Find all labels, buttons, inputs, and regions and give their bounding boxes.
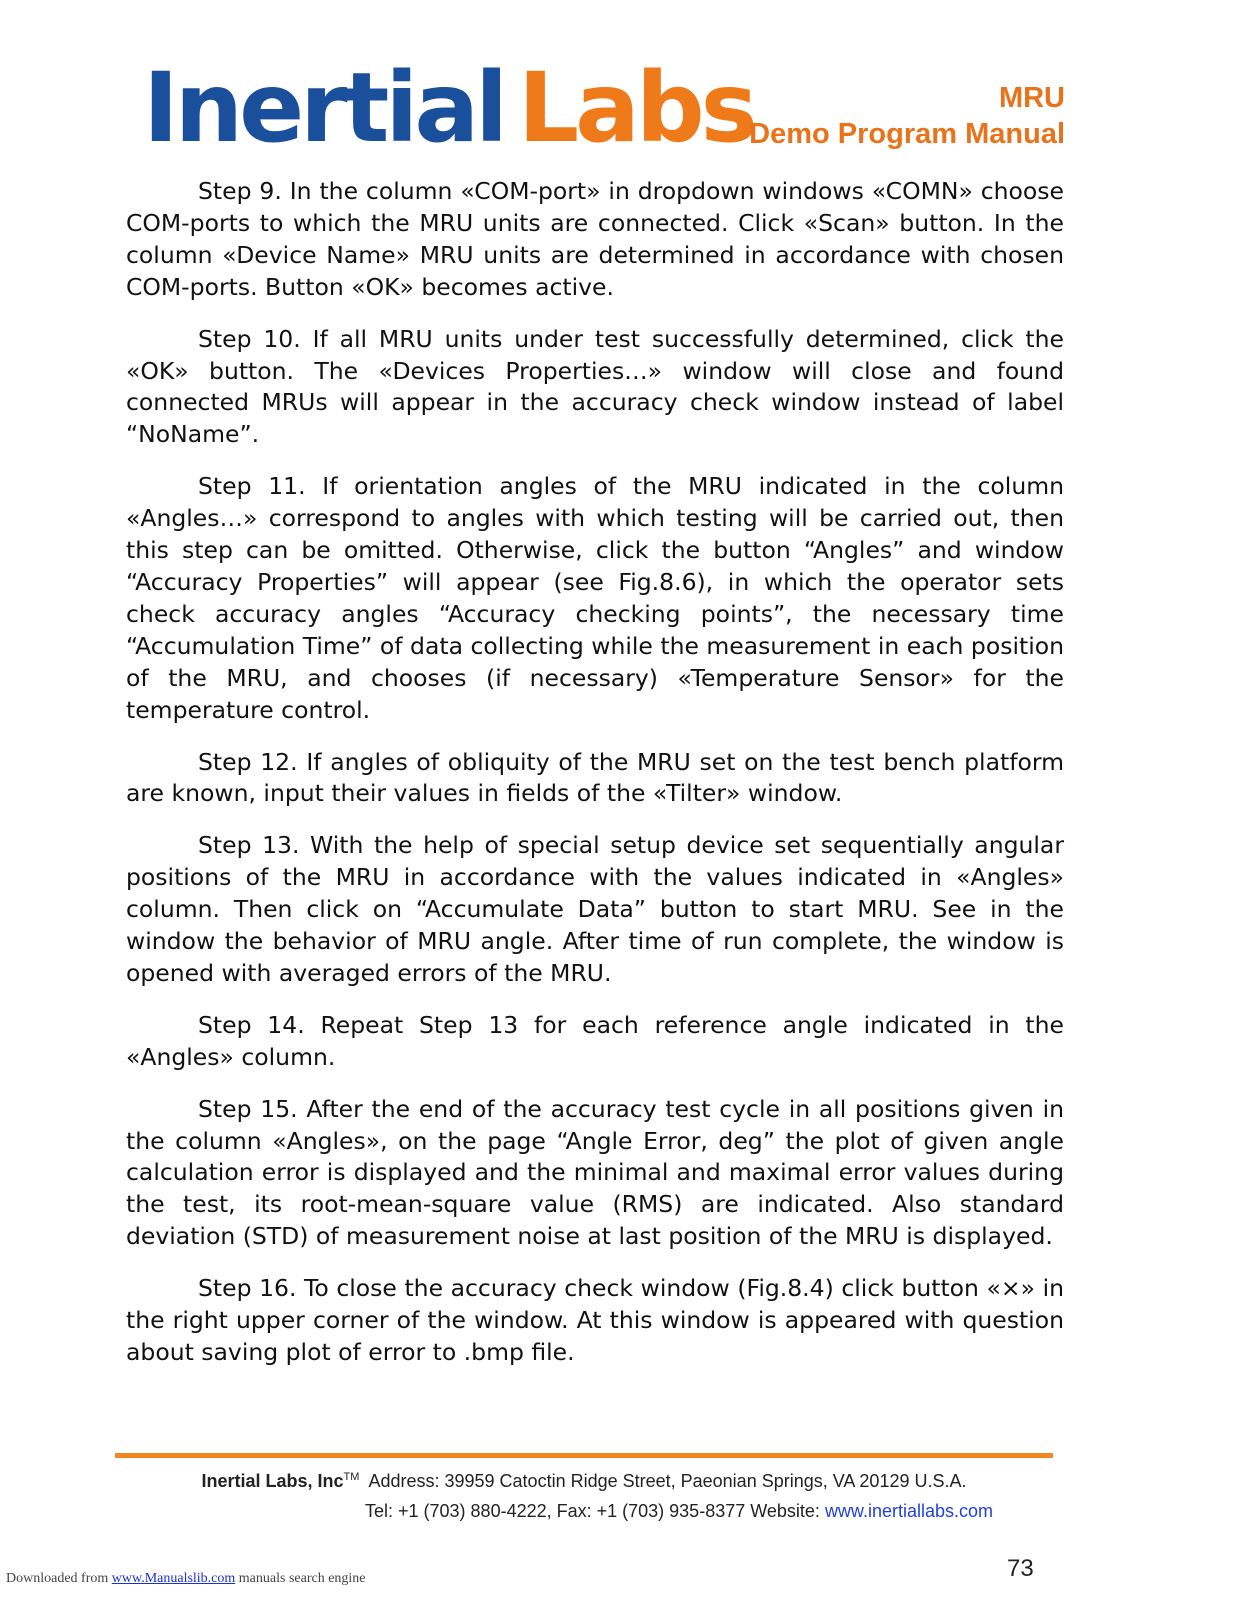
company-logo: [143, 52, 754, 164]
step-13-paragraph: Step 13. With the help of special setup device set sequentially angular positions of the MRU in accordance with the values indicated in «Angles» column. Then click on “Accumulate Data” button to start MRU. See in the window the behavior of MRU angle. After time of run complete, the window is opened with averaged errors of the MRU.: [126, 831, 1064, 987]
step-12-paragraph: Step 12. If angles of obliquity of the MRU set on the test bench platform are known, input their values in fields of the «Tilter» window.: [126, 747, 1064, 808]
download-prefix: Downloaded from: [6, 1571, 112, 1586]
footer-contact-line: [115, 1496, 1053, 1526]
step-16-paragraph: Step 16. To close the accuracy check window (Fig.8.4) click button «×» in the right upper corner of the window. At this window is appeared with question about saving plot of error to .bmp file.: [126, 1274, 1064, 1366]
footer-address: Address: 39959 Catoctin Ridge Street, Paeonian Springs, VA 20129 U.S.A.: [368, 1471, 967, 1491]
footer-website-link[interactable]: www.inertiallabs.com: [824, 1501, 993, 1521]
logo-inertial: Inertial: [143, 52, 504, 164]
step-9-paragraph: Step 9. In the column «COM-port» in dropdown windows «COMN» choose COM-ports to which the MRU units are connected. Click «Scan» button. In the column «Device Name» MRU units are determined in accordance with chosen COM-ports. Button «OK» becomes active.: [126, 177, 1064, 301]
page-body: [126, 176, 1064, 1389]
logo-labs: Labs: [518, 52, 754, 164]
download-suffix: manuals search engine: [235, 1571, 366, 1586]
document-title-product: MRU: [998, 82, 1065, 114]
step-14-paragraph: Step 14. Repeat Step 13 for each reference angle indicated in the «Angles» column.: [126, 1010, 1064, 1071]
footer-divider: [115, 1453, 1053, 1458]
footer-trademark: TM: [343, 1471, 360, 1483]
document-title: [749, 80, 1065, 152]
footer-company: Inertial Labs, Inc: [201, 1471, 344, 1491]
page-number: 73: [1007, 1555, 1034, 1582]
manualslib-link[interactable]: www.Manualslib.com: [111, 1571, 236, 1586]
footer-address-line: [115, 1462, 1053, 1496]
step-15-paragraph: Step 15. After the end of the accuracy test cycle in all positions given in the column «Angles», on the page “Angle Error, deg” the plot of given angle calculation error is displayed and the minimal and maximal error values during the test, its root-mean-square value (RMS) are indicated. Also standard deviation (STD) of measurement noise at last position of the MRU is displayed.: [126, 1094, 1064, 1251]
download-notice: [6, 1571, 366, 1587]
document-title-manual: Demo Program Manual: [749, 118, 1065, 150]
step-10-paragraph: Step 10. If all MRU units under test successfully determined, click the «OK» button. The «Devices Properties…» window will close and found connected MRUs will appear in the accuracy check window instead of label “NoName”.: [126, 324, 1064, 449]
footer-contact: Tel: +1 (703) 880-4222, Fax: +1 (703) 935-8377 Website:: [364, 1501, 825, 1521]
step-11-paragraph: Step 11. If orientation angles of the MRU indicated in the column «Angles…» correspond to angles with which testing will be carried out, then this step can be omitted. Otherwise, click the button “Angles” and window “Accuracy Properties” will appear (see Fig.8.6), in which the operator sets check accuracy angles “Accuracy checking points”, the necessary time “Accumulation Time” of data collecting while the measurement in each position of the MRU, and chooses (if necessary) «Temperature Sensor» for the temperature control.: [126, 472, 1064, 724]
page-footer: [115, 1462, 1053, 1526]
